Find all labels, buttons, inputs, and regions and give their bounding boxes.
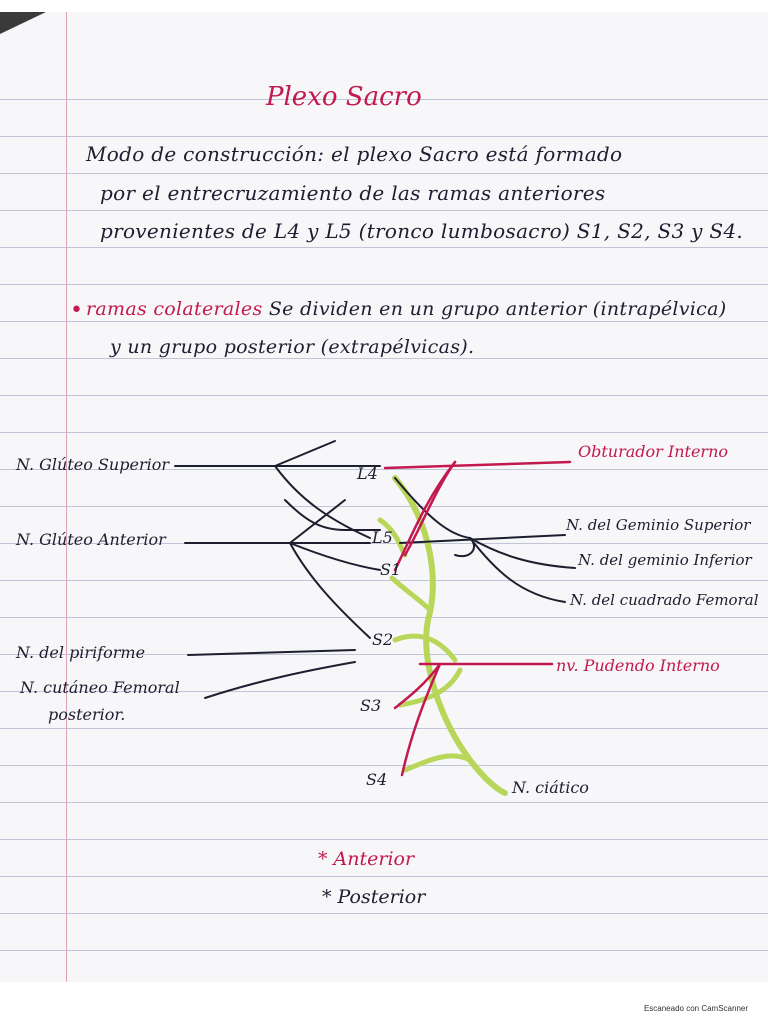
nerve-line xyxy=(188,650,355,655)
label-ciatico: N. ciático xyxy=(512,778,589,797)
nerve-line xyxy=(470,538,575,568)
label-gluteo-anterior: N. Glúteo Anterior xyxy=(16,530,166,549)
paragraph-line-2: por el entrecruzamiento de las ramas anteriores xyxy=(100,181,606,205)
paragraph-line-1-text: el plexo Sacro está formado xyxy=(331,142,623,166)
label-posterior: posterior. xyxy=(48,705,126,724)
bullet-marker: • xyxy=(70,298,83,323)
nerve-line xyxy=(285,500,380,530)
label-pudendo-interno: nv. Pudendo Interno xyxy=(556,656,720,675)
label-geminio-superior: N. del Geminio Superior xyxy=(566,516,751,534)
root-l5: L5 xyxy=(372,528,393,547)
legend-anterior: * Anterior xyxy=(318,848,415,870)
root-s4: S4 xyxy=(366,770,388,789)
bullet-line-1-text: Se dividen en un grupo anterior (intrapélvica) xyxy=(268,298,727,320)
label-cutaneo-femoral: N. cutáneo Femoral xyxy=(20,678,180,697)
nerve-line xyxy=(470,538,565,602)
bullet-line-2: y un grupo posterior (extrapélvicas). xyxy=(110,336,475,358)
trunk-branch xyxy=(405,756,470,770)
nerve-line xyxy=(395,478,470,538)
bullet-label: ramas colaterales xyxy=(86,298,263,320)
page-title: Plexo Sacro xyxy=(266,82,422,112)
label-geminio-inferior: N. del geminio Inferior xyxy=(578,551,752,569)
root-l4: L4 xyxy=(357,464,378,483)
label-piriforme: N. del piriforme xyxy=(16,643,146,662)
root-s1: S1 xyxy=(380,560,402,579)
label-cuadrado-femoral: N. del cuadrado Femoral xyxy=(570,591,759,609)
label-obturador-interno: Obturador Interno xyxy=(578,442,728,461)
paragraph-line-3: provenientes de L4 y L5 (tronco lumbosacro) S1, S2, S3 y S4. xyxy=(100,219,744,243)
label-gluteo-superior: N. Glúteo Superior xyxy=(16,455,169,474)
paragraph-label: Modo de construcción: xyxy=(86,142,325,166)
nerve-line xyxy=(275,441,335,466)
trunk-branch xyxy=(392,578,430,610)
legend-posterior: * Posterior xyxy=(322,886,426,908)
root-s2: S2 xyxy=(372,630,394,649)
root-s3: S3 xyxy=(360,696,382,715)
nerve-line xyxy=(385,462,570,468)
nerve-line xyxy=(205,662,355,698)
scanner-watermark: Escaneado con CamScanner xyxy=(643,1004,748,1013)
